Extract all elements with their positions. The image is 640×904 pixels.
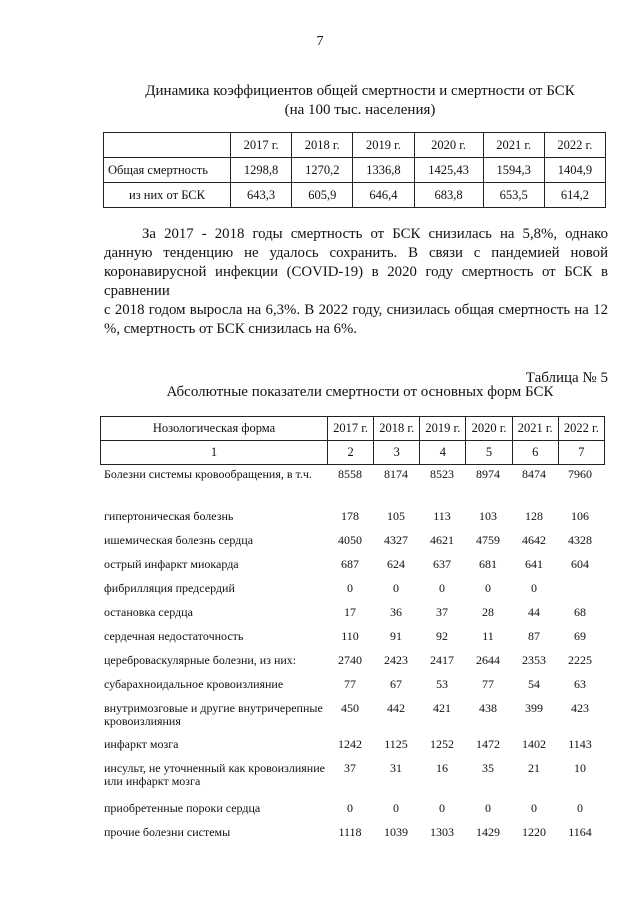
table2-cell: 687 <box>341 557 359 571</box>
table2-row-label: ишемическая болезнь сердца <box>104 533 254 547</box>
table2-cell: 54 <box>528 677 540 691</box>
table2-cell: 0 <box>531 581 537 595</box>
table1-cell: 614,2 <box>544 183 605 208</box>
table2-cell: 2353 <box>522 653 546 667</box>
table2-cell: 106 <box>571 509 589 523</box>
table2-cell: 10 <box>574 761 586 775</box>
table2-row-label: субарахноидальное кровоизлияние <box>104 677 284 691</box>
table2-cell: 423 <box>571 701 589 715</box>
table2-cell: 7960 <box>568 467 592 481</box>
table2-cell: 1039 <box>384 825 408 839</box>
table2-row-label: Болезни системы кровообращения, в т.ч. <box>104 467 312 481</box>
table2-cell: 77 <box>344 677 356 691</box>
table2-cell: 28 <box>482 605 494 619</box>
table2-row-label: инфаркт мозга <box>104 737 179 751</box>
table1-row-label: Общая смертность <box>104 158 231 183</box>
table2-cell: 637 <box>433 557 451 571</box>
table2-cell: 1429 <box>476 825 500 839</box>
table2-cell: 0 <box>347 801 353 815</box>
table2-cell: 0 <box>485 581 491 595</box>
table2-cell: 0 <box>439 801 445 815</box>
table-number-label: Таблица № 5 <box>525 370 608 386</box>
table2-title: Абсолютные показатели смертности от основных форм БСК <box>166 384 554 400</box>
table2-col-number: 4 <box>420 441 466 465</box>
table2-row-label: остановка сердца <box>104 605 193 619</box>
table2-cell: 0 <box>485 801 491 815</box>
table2-row-label: гипертоническая болезнь <box>104 509 234 523</box>
table2-cell: 2644 <box>476 653 500 667</box>
table2-cell: 1252 <box>430 737 454 751</box>
table2-header-row <box>101 417 605 441</box>
table2-cell: 17 <box>344 605 356 619</box>
table2-cell: 421 <box>433 701 451 715</box>
table2-cell: 113 <box>433 509 451 523</box>
table1-header-cell: 2018 г. <box>292 133 353 158</box>
table2-row <box>102 702 607 732</box>
table2-cell: 69 <box>574 629 586 643</box>
table2-row-label: инсульт, не уточненный как кровоизлияние или инфаркт мозга <box>104 761 325 788</box>
table2-year-cell: 2017 г. <box>328 417 374 441</box>
table1-corner-cell <box>104 133 231 158</box>
table2-cell: 0 <box>347 581 353 595</box>
table2-cell: 1303 <box>430 825 454 839</box>
table2-cell: 21 <box>528 761 540 775</box>
table2-col-number: 1 <box>101 441 328 465</box>
mortality-rate-table <box>103 132 606 208</box>
table1-cell: 646,4 <box>353 183 414 208</box>
table2-row-label: внутримозговые и другие внутричерепные кровоизлияния <box>104 701 323 728</box>
table2-cell: 110 <box>341 629 359 643</box>
paragraph-line1: За 2017 - 2018 годы смертность от БСК снизилась на 5,8%, однако данную тенденцию не удалось сохранить. В связи с пандемией новой коронавирусной инфекции (COVID-19) в 2020 году смертность от БСК в сравнении <box>104 226 608 299</box>
table2-cell: 4327 <box>384 533 408 547</box>
table1-cell: 1336,8 <box>353 158 414 183</box>
table2-row-label: цереброваскулярные болезни, из них: <box>104 653 297 667</box>
table1-row <box>104 183 606 208</box>
table2-cell: 2417 <box>430 653 454 667</box>
table2-cell: 37 <box>436 605 448 619</box>
table2-cell: 35 <box>482 761 494 775</box>
table2-cell: 128 <box>525 509 543 523</box>
table2-cell: 8474 <box>522 467 546 481</box>
table2-row-label: фибрилляция предсердий <box>104 581 235 595</box>
table2-cell: 0 <box>531 801 537 815</box>
table2-row <box>102 762 607 792</box>
page-number: 7 <box>316 34 324 49</box>
table2-cell: 641 <box>525 557 543 571</box>
table2-cell: 442 <box>387 701 405 715</box>
table2-cell: 4621 <box>430 533 454 547</box>
table2-cell: 4642 <box>522 533 546 547</box>
table2-cell: 8974 <box>476 467 500 481</box>
table2-cell: 1143 <box>568 737 592 751</box>
table2-row <box>102 468 607 498</box>
table2-cell: 178 <box>341 509 359 523</box>
table2-cell: 11 <box>482 629 494 643</box>
table1-header-cell: 2021 г. <box>483 133 544 158</box>
table2-cell: 87 <box>528 629 540 643</box>
table2-cell: 36 <box>390 605 402 619</box>
table2-year-cell: 2021 г. <box>512 417 558 441</box>
table2-year-cell: 2020 г. <box>466 417 512 441</box>
table2-col-number: 6 <box>512 441 558 465</box>
table2-year-cell: 2018 г. <box>374 417 420 441</box>
table2-col-number: 5 <box>466 441 512 465</box>
table2-col-number: 2 <box>328 441 374 465</box>
table1-cell: 1594,3 <box>483 158 544 183</box>
table2-cell: 2225 <box>568 653 592 667</box>
table1-cell: 643,3 <box>231 183 292 208</box>
table2-cell: 681 <box>479 557 497 571</box>
table2-cell: 438 <box>479 701 497 715</box>
table2-header <box>100 416 605 465</box>
table2-cell: 103 <box>479 509 497 523</box>
table2-col-number: 3 <box>374 441 420 465</box>
table2-cell: 53 <box>436 677 448 691</box>
table1-row <box>104 158 606 183</box>
table1-header-cell: 2022 г. <box>544 133 605 158</box>
table2-cell: 604 <box>571 557 589 571</box>
table2-cell: 0 <box>393 801 399 815</box>
table2-cell: 0 <box>577 801 583 815</box>
table1-header-cell: 2019 г. <box>353 133 414 158</box>
table2-header-label: Нозологическая форма <box>101 417 328 441</box>
table2-cell: 0 <box>439 581 445 595</box>
table1-cell: 683,8 <box>414 183 483 208</box>
table2-year-cell: 2022 г. <box>558 417 604 441</box>
table2-cell: 2740 <box>338 653 362 667</box>
table2-cell: 67 <box>390 677 402 691</box>
table2-cell: 1220 <box>522 825 546 839</box>
table1-cell: 1404,9 <box>544 158 605 183</box>
table2-cell: 8174 <box>384 467 408 481</box>
table2-cell: 63 <box>574 677 586 691</box>
table2-row-label: приобретенные пороки сердца <box>104 801 261 815</box>
table2-row-label: сердечная недостаточность <box>104 629 244 643</box>
table2-cell: 8558 <box>338 467 362 481</box>
table2-row-label: прочие болезни системы <box>104 825 231 839</box>
table2-col-number: 7 <box>558 441 604 465</box>
table2-cell: 4759 <box>476 533 500 547</box>
table1-cell: 605,9 <box>292 183 353 208</box>
table1-cell: 1298,8 <box>231 158 292 183</box>
table1-header-cell: 2017 г. <box>231 133 292 158</box>
table2-cell: 44 <box>528 605 540 619</box>
table2-cell: 37 <box>344 761 356 775</box>
table2-cell: 1402 <box>522 737 546 751</box>
table1-title <box>100 82 620 120</box>
table2-cell: 16 <box>436 761 448 775</box>
table2-cell: 31 <box>390 761 402 775</box>
table1-row-label: из них от БСК <box>104 183 231 208</box>
table2-cell: 1125 <box>384 737 408 751</box>
table2-cell: 105 <box>387 509 405 523</box>
table2-cell: 91 <box>390 629 402 643</box>
paragraph-line2: с 2018 годом выросла на 6,3%. В 2022 году, снизилась общая смертность на 12 %, смертность от БСК снизилась на 6%. <box>104 302 608 337</box>
table2-cell: 0 <box>393 581 399 595</box>
table2-cell: 624 <box>387 557 405 571</box>
table1-title-line1: Динамика коэффициентов общей смертности и смертности от БСК <box>145 83 575 99</box>
table2-cell: 1164 <box>568 825 592 839</box>
table2-cell: 1472 <box>476 737 500 751</box>
table2-row <box>102 826 607 856</box>
table2-cell: 2423 <box>384 653 408 667</box>
table2-cell: 1242 <box>338 737 362 751</box>
table1-header-cell: 2020 г. <box>414 133 483 158</box>
table2-number-row <box>101 441 605 465</box>
table1-title-line2: (на 100 тыс. населения) <box>284 102 436 118</box>
table2-cell: 77 <box>482 677 494 691</box>
table1-header-row <box>104 133 606 158</box>
table2-year-cell: 2019 г. <box>420 417 466 441</box>
table1-cell: 1270,2 <box>292 158 353 183</box>
table2-row-label: острый инфаркт миокарда <box>104 557 239 571</box>
table2-cell: 4050 <box>338 533 362 547</box>
table1-cell: 653,5 <box>483 183 544 208</box>
table2-cell: 4328 <box>568 533 592 547</box>
analysis-paragraph <box>104 225 608 339</box>
table2-cell: 1118 <box>338 825 362 839</box>
table2-cell: 399 <box>525 701 543 715</box>
table2-cell: 68 <box>574 605 586 619</box>
table2-cell: 450 <box>341 701 359 715</box>
table1-cell: 1425,43 <box>414 158 483 183</box>
table2-cell: 8523 <box>430 467 454 481</box>
table2-cell: 92 <box>436 629 448 643</box>
